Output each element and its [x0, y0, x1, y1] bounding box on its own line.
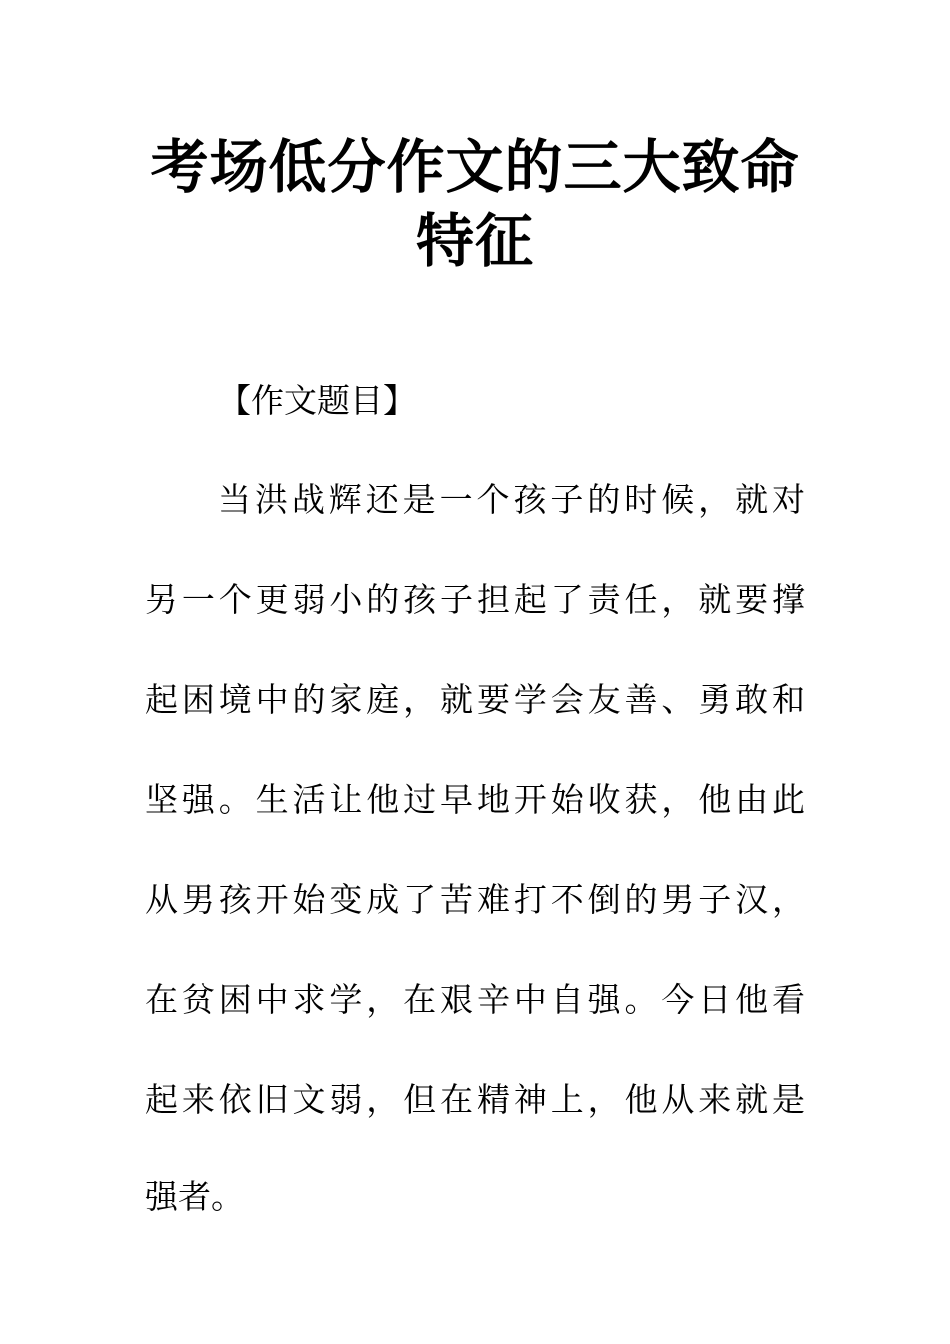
section-label: 【作文题目】 [218, 381, 416, 420]
paragraph-line: 起来依旧文弱，但在精神上，他从来就是 [145, 1080, 805, 1119]
paragraph-line: 另一个更弱小的孩子担起了责任，就要撑 [145, 580, 805, 619]
paragraph-line: 起困境中的家庭，就要学会友善、勇敢和 [145, 680, 805, 719]
paragraph-line: 当洪战辉还是一个孩子的时候，就对 [218, 480, 805, 519]
paragraph-line: 在贫困中求学，在艰辛中自强。今日他看 [145, 980, 805, 1019]
paragraph-line: 强者。 [145, 1177, 244, 1216]
paragraph-line: 从男孩开始变成了苦难打不倒的男子汉， [145, 880, 805, 919]
paragraph-line: 坚强。生活让他过早地开始收获，他由此 [145, 780, 805, 819]
page-title: 考场低分作文的三大致命特征 [150, 133, 800, 275]
